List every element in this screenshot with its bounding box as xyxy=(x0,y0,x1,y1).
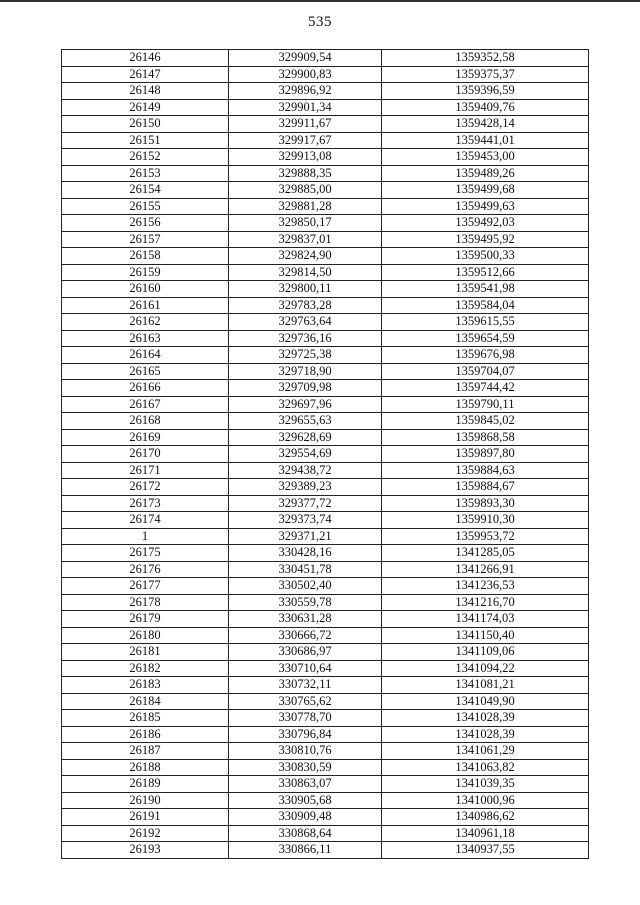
top-edge-rule xyxy=(0,0,640,2)
table-row xyxy=(62,693,589,710)
y-coordinate-cell: 1341109,06 xyxy=(382,644,589,661)
x-coordinate-cell: 330866,11 xyxy=(229,842,382,859)
y-coordinate-cell: 1341216,70 xyxy=(382,594,589,611)
y-coordinate-cell: 1341150,40 xyxy=(382,627,589,644)
table-row xyxy=(62,50,589,67)
table-row xyxy=(62,165,589,182)
table-row xyxy=(62,809,589,826)
y-coordinate-cell: 1359375,37 xyxy=(382,66,589,83)
point-number-cell: 26186 xyxy=(62,726,229,743)
point-number-cell: 26159 xyxy=(62,264,229,281)
y-coordinate-cell: 1359744,42 xyxy=(382,380,589,397)
point-number-cell: 26149 xyxy=(62,99,229,116)
y-coordinate-cell: 1359495,92 xyxy=(382,231,589,248)
table-row xyxy=(62,396,589,413)
y-coordinate-cell: 1341039,35 xyxy=(382,776,589,793)
table-row xyxy=(62,578,589,595)
table-row xyxy=(62,743,589,760)
x-coordinate-cell: 329896,92 xyxy=(229,83,382,100)
x-coordinate-cell: 329389,23 xyxy=(229,479,382,496)
table-row xyxy=(62,710,589,727)
table-row xyxy=(62,215,589,232)
y-coordinate-cell: 1341049,90 xyxy=(382,693,589,710)
point-number-cell: 26176 xyxy=(62,561,229,578)
point-number-cell: 26153 xyxy=(62,165,229,182)
y-coordinate-cell: 1359615,55 xyxy=(382,314,589,331)
point-number-cell: 26191 xyxy=(62,809,229,826)
point-number-cell: 26158 xyxy=(62,248,229,265)
table-row xyxy=(62,677,589,694)
x-coordinate-cell: 330710,64 xyxy=(229,660,382,677)
x-coordinate-cell: 329373,74 xyxy=(229,512,382,529)
y-coordinate-cell: 1359499,63 xyxy=(382,198,589,215)
table-row xyxy=(62,660,589,677)
table-row xyxy=(62,528,589,545)
x-coordinate-cell: 330905,68 xyxy=(229,792,382,809)
x-coordinate-cell: 330909,48 xyxy=(229,809,382,826)
table-row xyxy=(62,495,589,512)
y-coordinate-cell: 1359584,04 xyxy=(382,297,589,314)
point-number-cell: 26167 xyxy=(62,396,229,413)
point-number-cell: 26185 xyxy=(62,710,229,727)
point-number-cell: 26171 xyxy=(62,462,229,479)
x-coordinate-cell: 330778,70 xyxy=(229,710,382,727)
point-number-cell: 26181 xyxy=(62,644,229,661)
y-coordinate-cell: 1359897,80 xyxy=(382,446,589,463)
table-row xyxy=(62,462,589,479)
point-number-cell: 26164 xyxy=(62,347,229,364)
y-coordinate-cell: 1341285,05 xyxy=(382,545,589,562)
x-coordinate-cell: 329725,38 xyxy=(229,347,382,364)
table-row xyxy=(62,83,589,100)
page-number: 535 xyxy=(308,14,332,30)
x-coordinate-cell: 329881,28 xyxy=(229,198,382,215)
x-coordinate-cell: 329628,69 xyxy=(229,429,382,446)
x-coordinate-cell: 329371,21 xyxy=(229,528,382,545)
point-number-cell: 26188 xyxy=(62,759,229,776)
table-row xyxy=(62,792,589,809)
y-coordinate-cell: 1341061,29 xyxy=(382,743,589,760)
point-number-cell: 26161 xyxy=(62,297,229,314)
x-coordinate-cell: 330502,40 xyxy=(229,578,382,595)
x-coordinate-cell: 329911,67 xyxy=(229,116,382,133)
y-coordinate-cell: 1359790,11 xyxy=(382,396,589,413)
table-row xyxy=(62,116,589,133)
point-number-cell: 26174 xyxy=(62,512,229,529)
table-row xyxy=(62,429,589,446)
point-number-cell: 26189 xyxy=(62,776,229,793)
point-number-cell: 26173 xyxy=(62,495,229,512)
point-number-cell: 26180 xyxy=(62,627,229,644)
x-coordinate-cell: 329888,35 xyxy=(229,165,382,182)
table-row xyxy=(62,842,589,859)
y-coordinate-cell: 1359512,66 xyxy=(382,264,589,281)
y-coordinate-cell: 1359884,63 xyxy=(382,462,589,479)
point-number-cell: 26148 xyxy=(62,83,229,100)
coordinates-table xyxy=(61,49,589,859)
table-row xyxy=(62,314,589,331)
point-number-cell: 26147 xyxy=(62,66,229,83)
point-number-cell: 26182 xyxy=(62,660,229,677)
y-coordinate-cell: 1359845,02 xyxy=(382,413,589,430)
y-coordinate-cell: 1359893,30 xyxy=(382,495,589,512)
point-number-cell: 26150 xyxy=(62,116,229,133)
table-row xyxy=(62,380,589,397)
point-number-cell: 26172 xyxy=(62,479,229,496)
y-coordinate-cell: 1341028,39 xyxy=(382,710,589,727)
table-row xyxy=(62,413,589,430)
x-coordinate-cell: 330732,11 xyxy=(229,677,382,694)
point-number-cell: 26162 xyxy=(62,314,229,331)
x-coordinate-cell: 329438,72 xyxy=(229,462,382,479)
x-coordinate-cell: 329885,00 xyxy=(229,182,382,199)
y-coordinate-cell: 1359704,07 xyxy=(382,363,589,380)
point-number-cell: 26175 xyxy=(62,545,229,562)
y-coordinate-cell: 1359500,33 xyxy=(382,248,589,265)
point-number-cell: 26169 xyxy=(62,429,229,446)
y-coordinate-cell: 1359499,68 xyxy=(382,182,589,199)
y-coordinate-cell: 1359492,03 xyxy=(382,215,589,232)
point-number-cell: 26170 xyxy=(62,446,229,463)
point-number-cell: 1 xyxy=(62,528,229,545)
point-number-cell: 26157 xyxy=(62,231,229,248)
table-row xyxy=(62,446,589,463)
x-coordinate-cell: 329901,34 xyxy=(229,99,382,116)
table-row xyxy=(62,561,589,578)
point-number-cell: 26193 xyxy=(62,842,229,859)
y-coordinate-cell: 1359453,00 xyxy=(382,149,589,166)
table-row xyxy=(62,149,589,166)
y-coordinate-cell: 1359441,01 xyxy=(382,132,589,149)
y-coordinate-cell: 1341081,21 xyxy=(382,677,589,694)
y-coordinate-cell: 1341174,03 xyxy=(382,611,589,628)
x-coordinate-cell: 329554,69 xyxy=(229,446,382,463)
y-coordinate-cell: 1359409,76 xyxy=(382,99,589,116)
x-coordinate-cell: 329917,67 xyxy=(229,132,382,149)
x-coordinate-cell: 329377,72 xyxy=(229,495,382,512)
y-coordinate-cell: 1341063,82 xyxy=(382,759,589,776)
table-row xyxy=(62,99,589,116)
x-coordinate-cell: 330868,64 xyxy=(229,825,382,842)
x-coordinate-cell: 330559,78 xyxy=(229,594,382,611)
point-number-cell: 26166 xyxy=(62,380,229,397)
table-row xyxy=(62,66,589,83)
y-coordinate-cell: 1341028,39 xyxy=(382,726,589,743)
point-number-cell: 26156 xyxy=(62,215,229,232)
x-coordinate-cell: 329837,01 xyxy=(229,231,382,248)
x-coordinate-cell: 329814,50 xyxy=(229,264,382,281)
table-row xyxy=(62,627,589,644)
x-coordinate-cell: 329655,63 xyxy=(229,413,382,430)
x-coordinate-cell: 329913,08 xyxy=(229,149,382,166)
y-coordinate-cell: 1359428,14 xyxy=(382,116,589,133)
point-number-cell: 26179 xyxy=(62,611,229,628)
x-coordinate-cell: 329736,16 xyxy=(229,330,382,347)
table-row xyxy=(62,726,589,743)
table-row xyxy=(62,759,589,776)
y-coordinate-cell: 1340986,62 xyxy=(382,809,589,826)
y-coordinate-cell: 1359396,59 xyxy=(382,83,589,100)
table-row xyxy=(62,264,589,281)
point-number-cell: 26155 xyxy=(62,198,229,215)
point-number-cell: 26154 xyxy=(62,182,229,199)
x-coordinate-cell: 329800,11 xyxy=(229,281,382,298)
table-row xyxy=(62,644,589,661)
x-coordinate-cell: 330765,62 xyxy=(229,693,382,710)
x-coordinate-cell: 329763,64 xyxy=(229,314,382,331)
table-row xyxy=(62,248,589,265)
x-coordinate-cell: 330428,16 xyxy=(229,545,382,562)
x-coordinate-cell: 329709,98 xyxy=(229,380,382,397)
x-coordinate-cell: 329850,17 xyxy=(229,215,382,232)
point-number-cell: 26184 xyxy=(62,693,229,710)
y-coordinate-cell: 1341236,53 xyxy=(382,578,589,595)
table-row xyxy=(62,198,589,215)
y-coordinate-cell: 1341000,96 xyxy=(382,792,589,809)
x-coordinate-cell: 330810,76 xyxy=(229,743,382,760)
table-row xyxy=(62,611,589,628)
x-coordinate-cell: 330666,72 xyxy=(229,627,382,644)
x-coordinate-cell: 330451,78 xyxy=(229,561,382,578)
y-coordinate-cell: 1359489,26 xyxy=(382,165,589,182)
x-coordinate-cell: 330631,28 xyxy=(229,611,382,628)
y-coordinate-cell: 1359884,67 xyxy=(382,479,589,496)
point-number-cell: 26178 xyxy=(62,594,229,611)
point-number-cell: 26187 xyxy=(62,743,229,760)
y-coordinate-cell: 1359953,72 xyxy=(382,528,589,545)
x-coordinate-cell: 329909,54 xyxy=(229,50,382,67)
x-coordinate-cell: 329697,96 xyxy=(229,396,382,413)
table-row xyxy=(62,281,589,298)
x-coordinate-cell: 329900,83 xyxy=(229,66,382,83)
table-row xyxy=(62,363,589,380)
y-coordinate-cell: 1359868,58 xyxy=(382,429,589,446)
point-number-cell: 26168 xyxy=(62,413,229,430)
x-coordinate-cell: 329783,28 xyxy=(229,297,382,314)
table-row xyxy=(62,479,589,496)
y-coordinate-cell: 1359910,30 xyxy=(382,512,589,529)
point-number-cell: 26152 xyxy=(62,149,229,166)
table-row xyxy=(62,512,589,529)
y-coordinate-cell: 1359541,98 xyxy=(382,281,589,298)
table-row xyxy=(62,231,589,248)
y-coordinate-cell: 1341094,22 xyxy=(382,660,589,677)
table-row xyxy=(62,545,589,562)
x-coordinate-cell: 329718,90 xyxy=(229,363,382,380)
y-coordinate-cell: 1359676,98 xyxy=(382,347,589,364)
point-number-cell: 26146 xyxy=(62,50,229,67)
y-coordinate-cell: 1359352,58 xyxy=(382,50,589,67)
point-number-cell: 26190 xyxy=(62,792,229,809)
point-number-cell: 26160 xyxy=(62,281,229,298)
table-row xyxy=(62,182,589,199)
point-number-cell: 26151 xyxy=(62,132,229,149)
table-row xyxy=(62,776,589,793)
table-row xyxy=(62,297,589,314)
x-coordinate-cell: 330686,97 xyxy=(229,644,382,661)
point-number-cell: 26192 xyxy=(62,825,229,842)
point-number-cell: 26177 xyxy=(62,578,229,595)
x-coordinate-cell: 330796,84 xyxy=(229,726,382,743)
x-coordinate-cell: 330863,07 xyxy=(229,776,382,793)
x-coordinate-cell: 329824,90 xyxy=(229,248,382,265)
coordinates-table-body xyxy=(62,50,589,859)
table-row xyxy=(62,132,589,149)
table-row xyxy=(62,330,589,347)
y-coordinate-cell: 1340961,18 xyxy=(382,825,589,842)
x-coordinate-cell: 330830,59 xyxy=(229,759,382,776)
point-number-cell: 26165 xyxy=(62,363,229,380)
table-row xyxy=(62,825,589,842)
y-coordinate-cell: 1341266,91 xyxy=(382,561,589,578)
point-number-cell: 26183 xyxy=(62,677,229,694)
point-number-cell: 26163 xyxy=(62,330,229,347)
y-coordinate-cell: 1359654,59 xyxy=(382,330,589,347)
table-row xyxy=(62,347,589,364)
y-coordinate-cell: 1340937,55 xyxy=(382,842,589,859)
table-row xyxy=(62,594,589,611)
